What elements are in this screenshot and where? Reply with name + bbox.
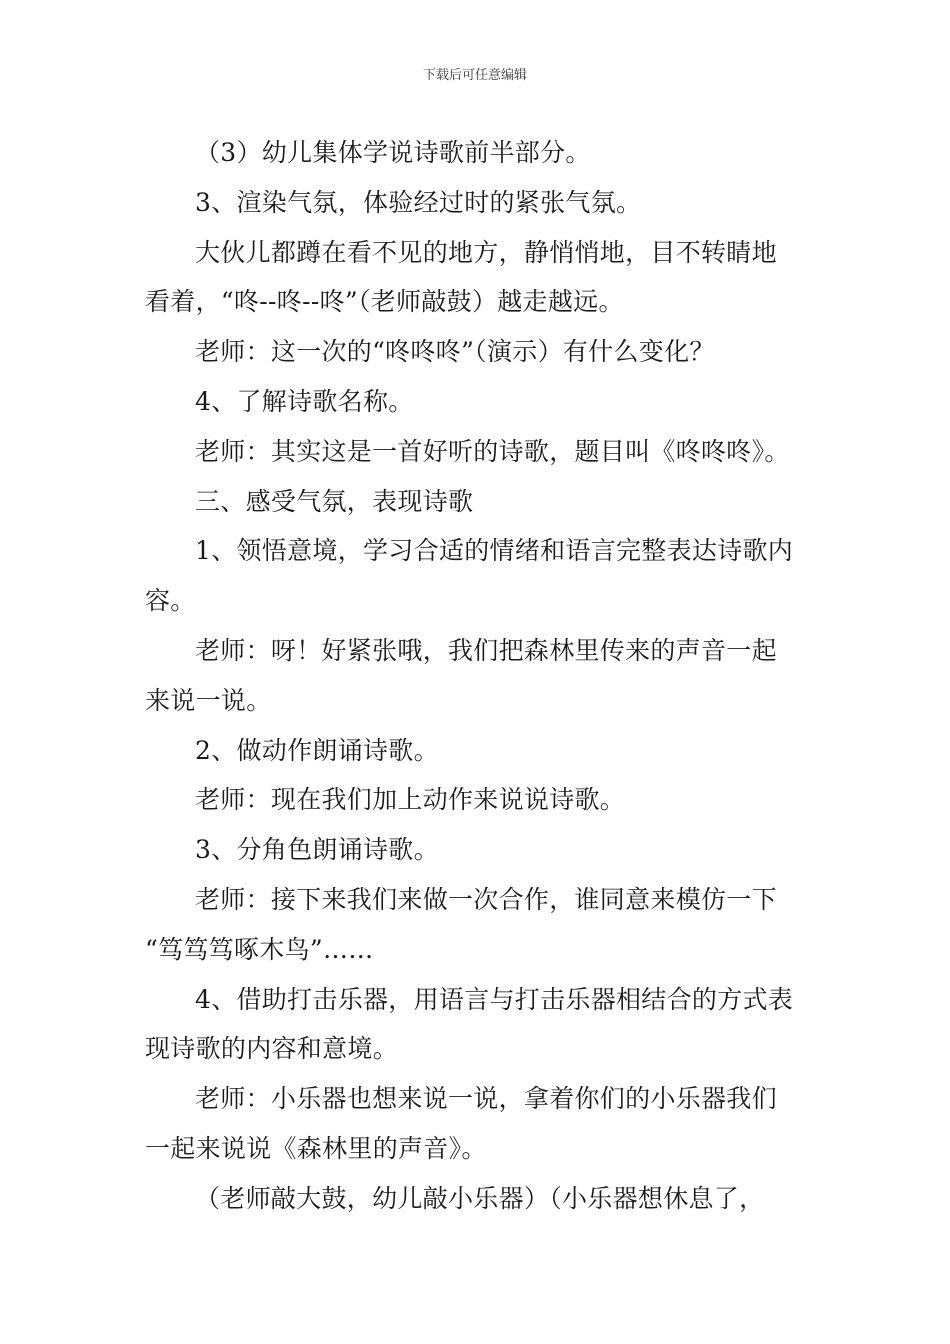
document-body bbox=[145, 128, 810, 1224]
paragraph-line: 看着，“咚--咚--咚”（老师敲鼓）越走越远。 bbox=[145, 287, 624, 317]
paragraph-line: 来说一说。 bbox=[145, 685, 272, 715]
paragraph-line: 1、领悟意境，学习合适的情绪和语言完整表达诗歌内 bbox=[195, 536, 794, 566]
paragraph-line: 老师：接下来我们来做一次合作，谁同意来模仿一下 bbox=[195, 884, 777, 914]
paragraph-line: 老师：这一次的“咚咚咚”（演示）有什么变化？ bbox=[195, 337, 715, 367]
paragraph-line: 3、分角色朗诵诗歌。 bbox=[195, 835, 439, 865]
paragraph-line: “笃笃笃啄木鸟”…… bbox=[145, 934, 374, 964]
paragraph-line: 容。 bbox=[145, 586, 196, 616]
paragraph-line: 老师：小乐器也想来说一说，拿着你们的小乐器我们 bbox=[195, 1084, 777, 1114]
paragraph-line: 大伙儿都蹲在看不见的地方，静悄悄地，目不转睛地 bbox=[195, 237, 777, 267]
paragraph-line: 老师：现在我们加上动作来说说诗歌。 bbox=[195, 785, 626, 815]
paragraph-line: 老师：其实这是一首好听的诗歌，题目叫《咚咚咚》。 bbox=[195, 436, 790, 466]
paragraph-line: 现诗歌的内容和意境。 bbox=[145, 1034, 399, 1064]
paragraph-line: 3、渲染气氛，体验经过时的紧张气氛。 bbox=[195, 187, 642, 217]
paragraph-line: 一起来说说《森林里的声音》。 bbox=[145, 1133, 487, 1163]
paragraph-line: （3）幼儿集体学说诗歌前半部分。 bbox=[195, 138, 591, 167]
paragraph-line: 4、借助打击乐器，用语言与打击乐器相结合的方式表 bbox=[195, 984, 794, 1014]
paragraph-line: （老师敲大鼓，幼儿敲小乐器）（小乐器想休息了， bbox=[195, 1183, 765, 1213]
section-heading: 三、感受气氛，表现诗歌 bbox=[195, 486, 474, 516]
paragraph-line: 老师：呀！好紧张哦，我们把森林里传来的声音一起 bbox=[195, 635, 777, 665]
paragraph-line: 2、做动作朗诵诗歌。 bbox=[195, 735, 439, 765]
paragraph-line: 4、了解诗歌名称。 bbox=[195, 386, 414, 416]
page-header: 下载后可任意编辑 bbox=[422, 68, 527, 83]
